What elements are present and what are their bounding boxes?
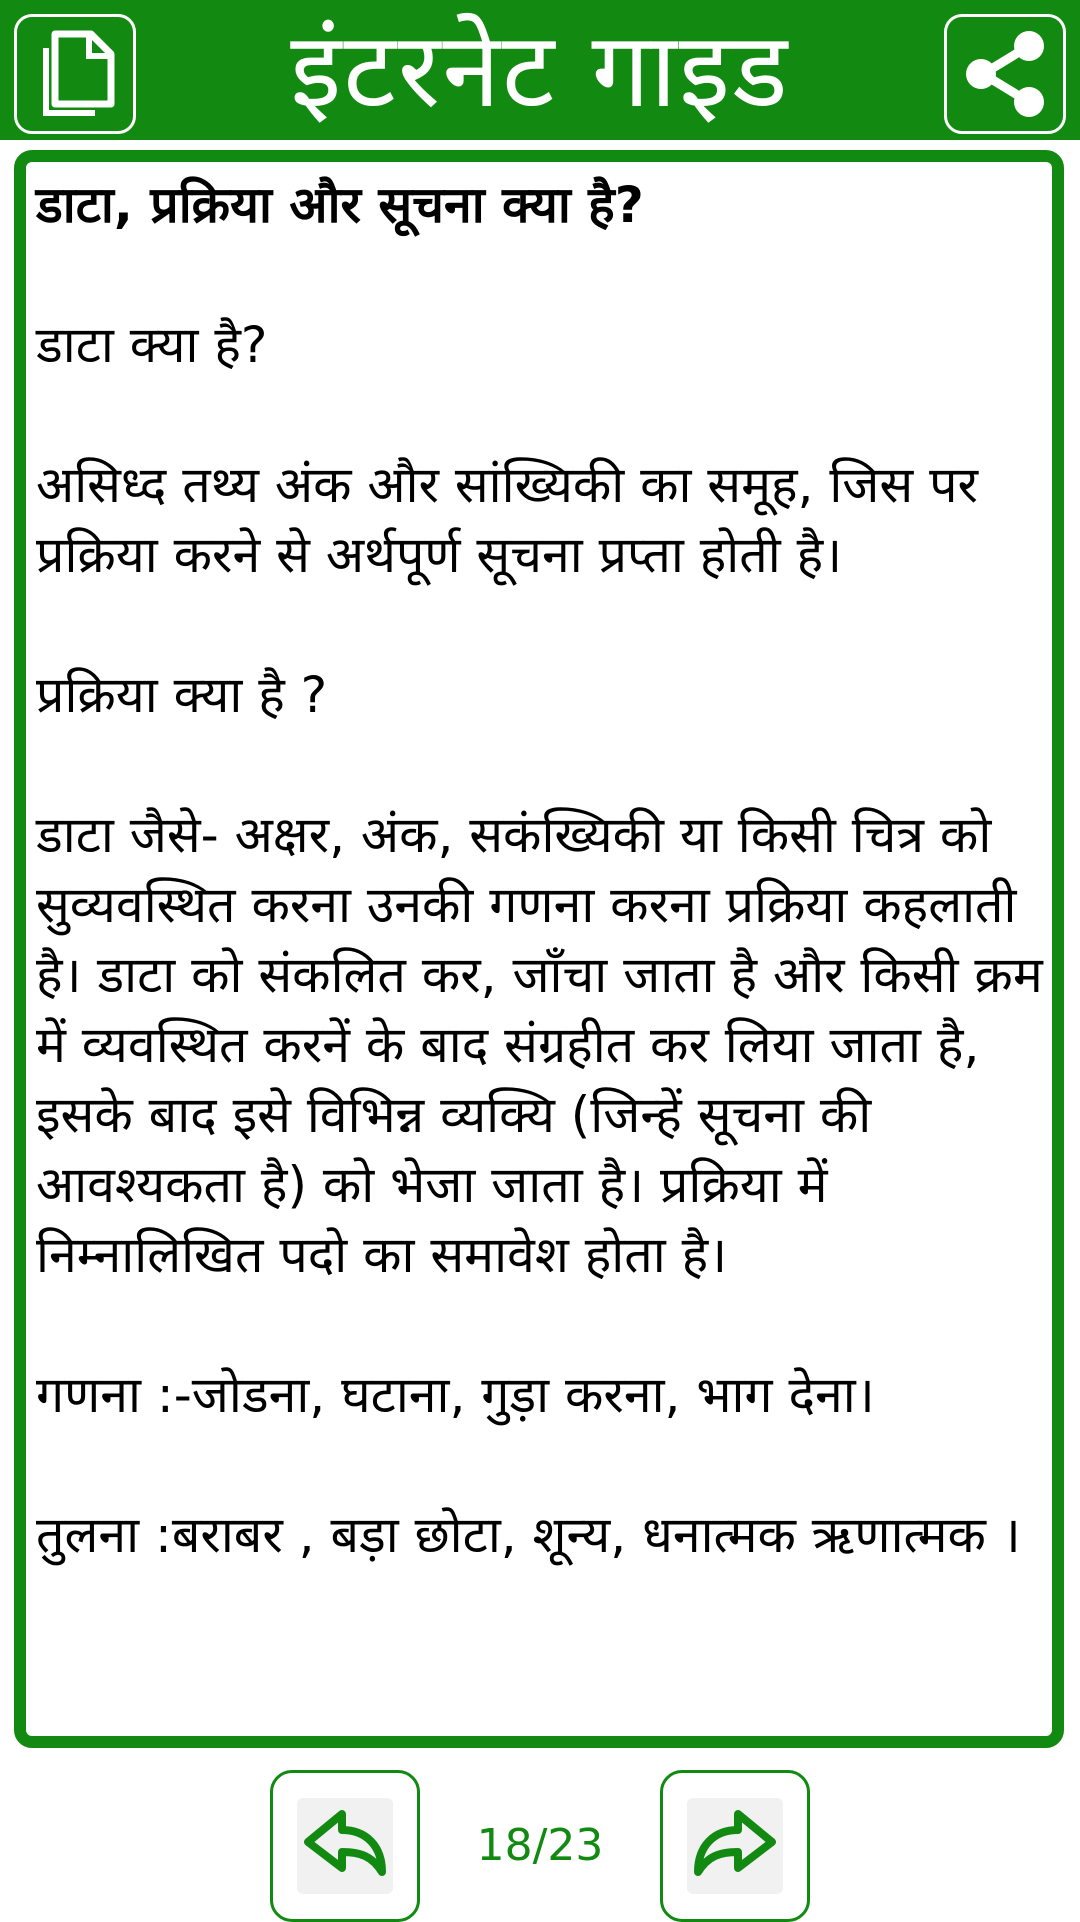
copy-icon	[29, 26, 121, 122]
content-frame	[14, 150, 1064, 1748]
previous-page-button[interactable]	[270, 1770, 420, 1922]
next-page-button[interactable]	[660, 1770, 810, 1922]
content-paragraph: प्रक्रिया क्या है ?	[36, 666, 328, 724]
content-paragraph	[36, 240, 1046, 310]
content-paragraph	[36, 1290, 1046, 1360]
content-paragraph: असिध्द तथ्य अंक और सांख्यिकी का समूह, जिस पर प्रक्रिया करने से अर्थपूर्ण सूचना प्रप्ता होती है।	[36, 456, 978, 584]
copy-button[interactable]	[14, 14, 136, 134]
content-paragraph: तुलना :बराबर , बड़ा छोटा, शून्य, धनात्मक ऋणात्मक ।	[36, 1506, 1021, 1564]
content-paragraph	[36, 590, 1046, 660]
share-icon	[957, 26, 1053, 122]
content-title: डाटा, प्रक्रिया और सूचना क्या है?	[36, 176, 644, 234]
share-button[interactable]	[944, 14, 1066, 134]
back-arrow-icon	[300, 1806, 390, 1886]
content-paragraph: डाटा क्या है?	[36, 316, 268, 374]
content-scroll-area[interactable]	[26, 162, 1052, 1736]
content-paragraph	[36, 730, 1046, 800]
content-paragraph	[36, 380, 1046, 450]
page-indicator: 18/23	[476, 1819, 604, 1871]
forward-arrow-icon	[690, 1806, 780, 1886]
content-paragraph	[36, 1430, 1046, 1500]
content-paragraph: गणना :-जोडना, घटाना, गुड़ा करना, भाग देना।	[36, 1366, 875, 1424]
app-title: इंटरनेट गाइड	[290, 9, 790, 131]
content-paragraph: डाटा जैसे- अक्षर, अंक, सकंख्यिकी या किसी चित्र को सुव्यवस्थित करना उनकी गणना करना प्रक्रिया कहलाती है। डाटा को संकलित कर, जाँचा जाता है और किसी क्रम में व्यवस्थित करनें के बाद संग्रहीत कर लिया जाता है, इसके बाद इसे विभिन्न व्यक्यि (जिन्हें सूचना की आवश्यकता है) को भेजा जाता है। प्रक्रिया में निम्नालिखित पदो का समावेश होता है।	[36, 806, 1043, 1284]
app-header	[0, 0, 1080, 140]
footer-nav	[0, 1760, 1080, 1920]
